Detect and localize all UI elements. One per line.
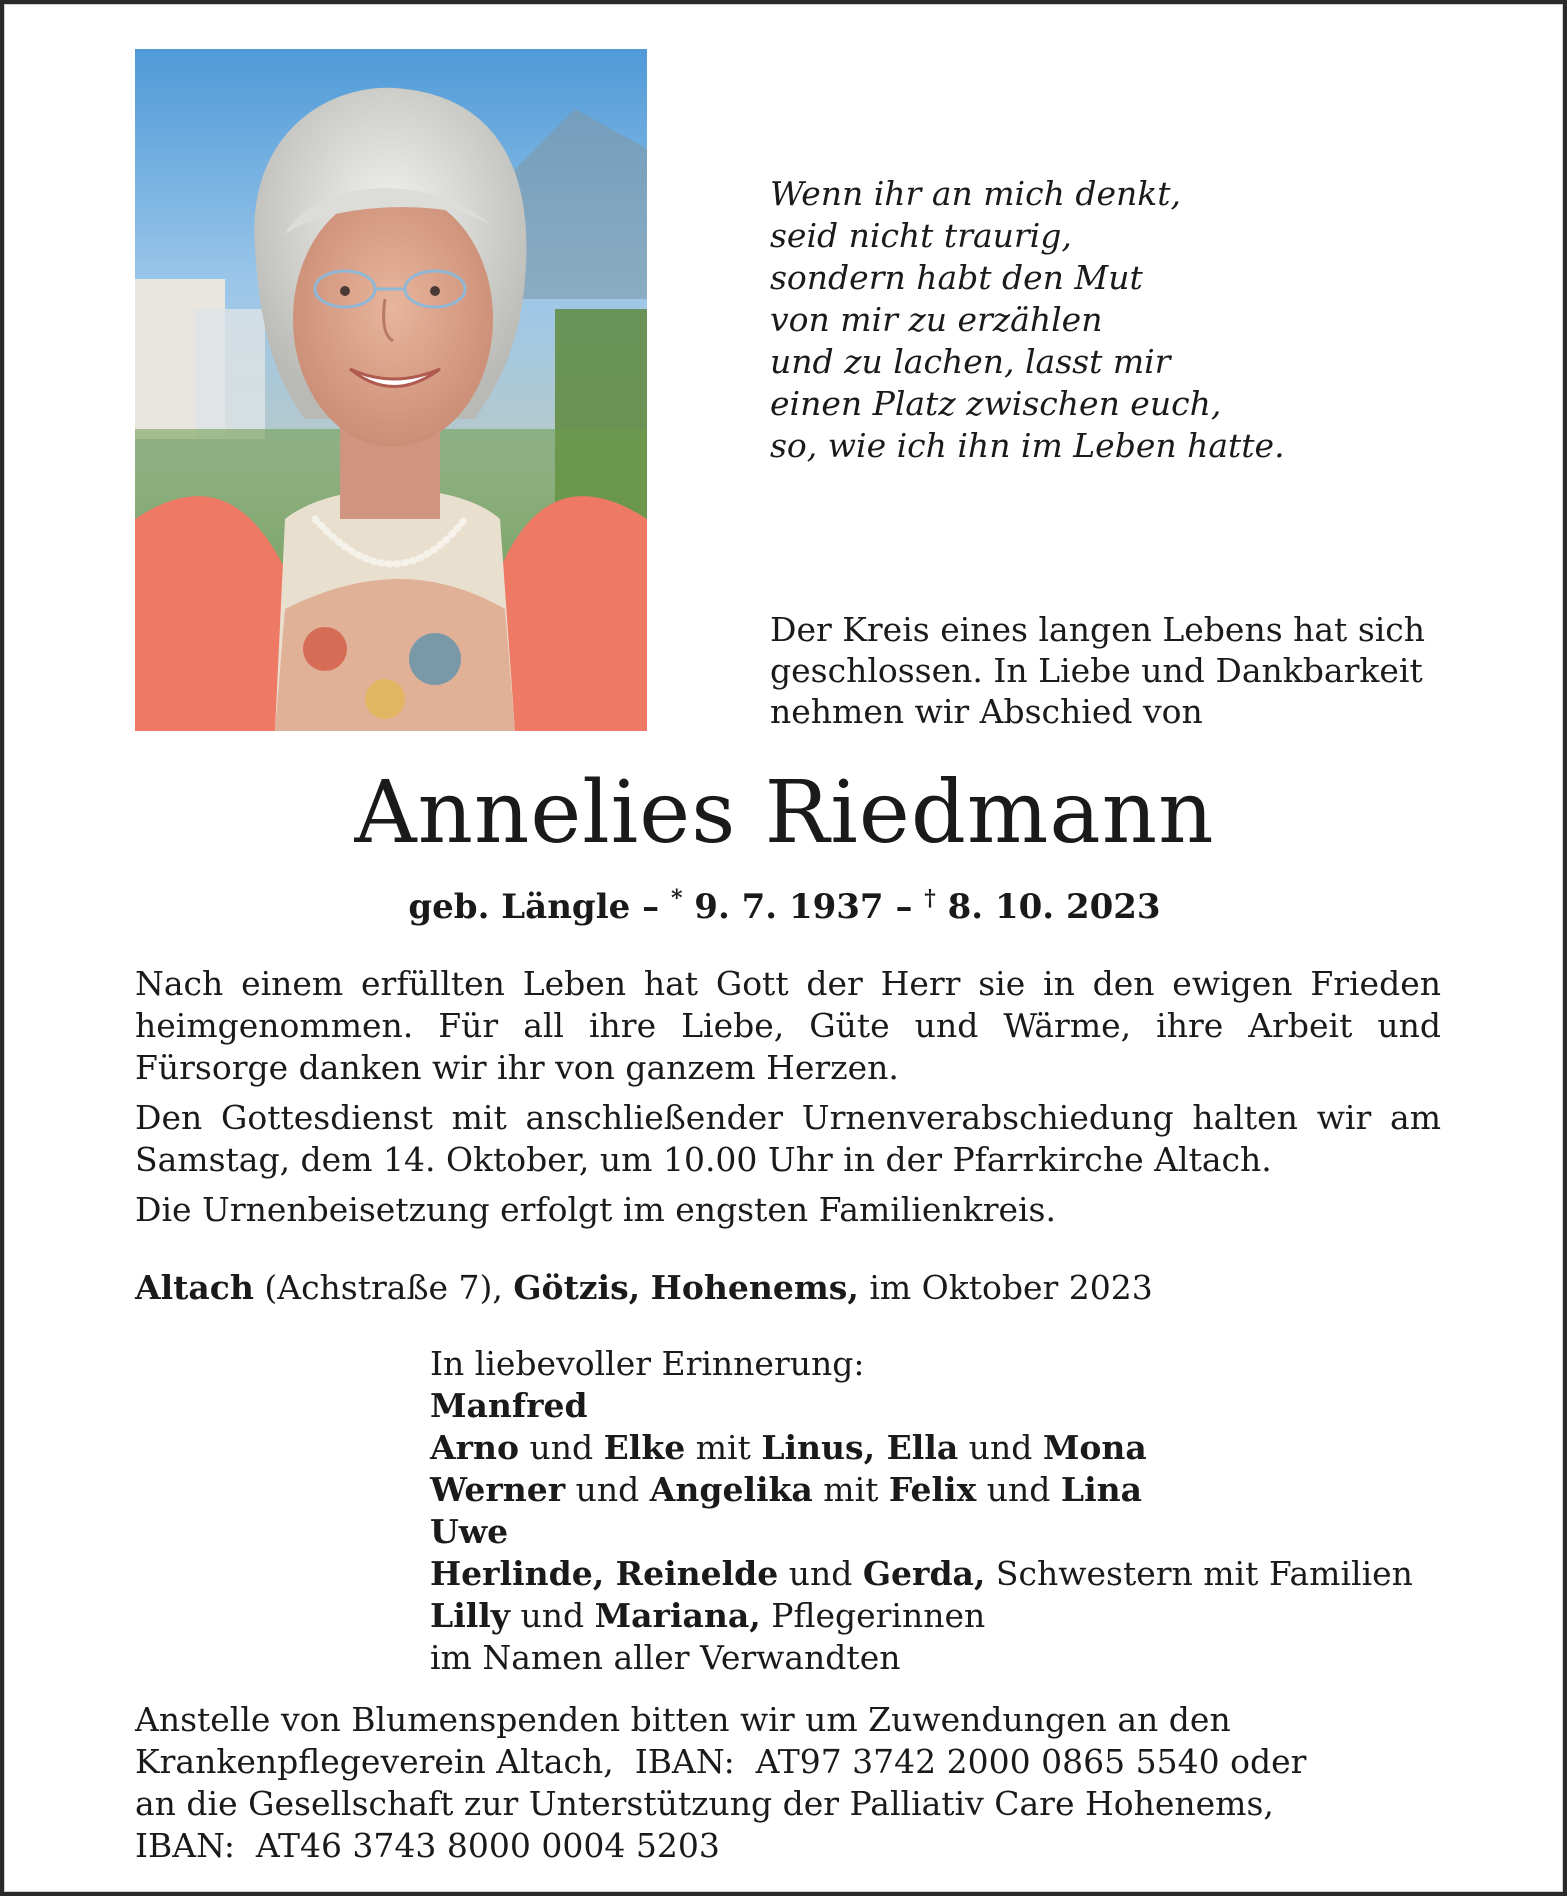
family-line: [430, 1595, 1413, 1637]
paragraph: Nach einem erfüllten Leben hat Gott der Herr sie in den ewigen Frieden heimgenommen. Für all ihre Liebe, Güte und Wärme, ihre Arbeit und Fürsorge danken wir ihr von ganzem Herzen.: [135, 964, 1441, 1087]
donation-line: an die Gesellschaft zur Unterstützung der Palliativ Care Hohenems,: [135, 1784, 1274, 1823]
family-line: [430, 1469, 1413, 1511]
poem-line: seid nicht traurig,: [770, 216, 1072, 255]
family-line: [430, 1427, 1413, 1469]
family-heading: In liebevoller Erinnerung:: [430, 1344, 865, 1383]
life-dates: [5, 885, 1564, 929]
connector: mit: [823, 1470, 879, 1509]
family-name: Werner: [430, 1470, 566, 1509]
connector: und: [788, 1554, 853, 1593]
portrait-image: [135, 49, 647, 731]
relation: Pflegerinnen: [771, 1596, 986, 1635]
poem-line: so, wie ich ihn im Leben hatte.: [770, 426, 1285, 465]
address: (Achstraße 7),: [264, 1268, 503, 1307]
poem: [770, 173, 1285, 467]
deceased-name: Annelies Riedmann: [354, 763, 1215, 863]
poem-line: sondern habt den Mut: [770, 258, 1143, 297]
poem-line: und zu lachen, lasst mir: [770, 342, 1171, 381]
family-name: Arno: [430, 1428, 519, 1467]
family-name: Lilly: [430, 1596, 510, 1635]
poem-line: Wenn ihr an mich denkt,: [770, 174, 1181, 213]
connector: und: [520, 1596, 585, 1635]
family-name: Manfred: [430, 1386, 588, 1425]
town: Götzis,: [513, 1268, 641, 1307]
intro-line: Der Kreis eines langen Lebens hat sich: [770, 610, 1426, 649]
family-name: Linus, Ella: [761, 1428, 959, 1467]
separator: –: [642, 887, 660, 927]
intro-line: geschlossen. In Liebe und Dankbarkeit: [770, 651, 1423, 690]
family-name: Angelika: [649, 1470, 813, 1509]
family-name: Felix: [888, 1470, 977, 1509]
intro-line: nehmen wir Abschied von: [770, 692, 1203, 731]
connector: und: [968, 1428, 1033, 1467]
intro-text: [770, 609, 1425, 732]
connector: und: [986, 1470, 1051, 1509]
obituary-notice: [4, 4, 1563, 1892]
death-symbol: †: [924, 885, 936, 912]
donation-line: Anstelle von Blumenspenden bitten wir um Zuwendungen an den: [135, 1700, 1231, 1739]
obituary-body: [135, 963, 1441, 1239]
donation-line: Krankenpflegeverein Altach, IBAN: AT97 3742 2000 0865 5540 oder: [135, 1742, 1307, 1781]
paragraph: Die Urnenbeisetzung erfolgt im engsten Familienkreis.: [135, 1190, 1056, 1229]
maiden-name: geb. Längle: [408, 887, 631, 927]
birth-date: 9. 7. 1937: [694, 887, 884, 927]
donation-note: [135, 1699, 1306, 1867]
place-and-date: [135, 1267, 1153, 1309]
family-name: Herlinde, Reinelde: [430, 1554, 779, 1593]
family-name: Elke: [603, 1428, 686, 1467]
town: Hohenems,: [650, 1268, 859, 1307]
birth-symbol: *: [670, 885, 683, 912]
family-line: [430, 1553, 1413, 1595]
connector: und: [575, 1470, 640, 1509]
family-closing: im Namen aller Verwandten: [430, 1638, 901, 1677]
family-line: [430, 1385, 1413, 1427]
family-name: Uwe: [430, 1512, 509, 1551]
family-name: Mona: [1042, 1428, 1147, 1467]
donation-line: IBAN: AT46 3743 8000 0004 5203: [135, 1826, 720, 1865]
connector: und: [529, 1428, 594, 1467]
connector: mit: [695, 1428, 751, 1467]
poem-line: von mir zu erzählen: [770, 300, 1103, 339]
family-name: Lina: [1060, 1470, 1143, 1509]
family-line: [430, 1511, 1413, 1553]
family-list: [430, 1343, 1413, 1679]
date: im Oktober 2023: [869, 1268, 1153, 1307]
town: Altach: [135, 1268, 254, 1307]
paragraph: Den Gottesdienst mit anschließender Urnenverabschiedung halten wir am Samstag, dem 14. Oktober, um 10.00 Uhr in der Pfarrkirche Altach.: [135, 1098, 1441, 1179]
family-name: Mariana,: [594, 1596, 761, 1635]
family-name: Gerda,: [862, 1554, 986, 1593]
poem-line: einen Platz zwischen euch,: [770, 384, 1222, 423]
portrait-photo: [135, 49, 647, 731]
death-date: 8. 10. 2023: [947, 887, 1161, 927]
separator: –: [895, 887, 913, 927]
relation: Schwestern mit Familien: [995, 1554, 1413, 1593]
